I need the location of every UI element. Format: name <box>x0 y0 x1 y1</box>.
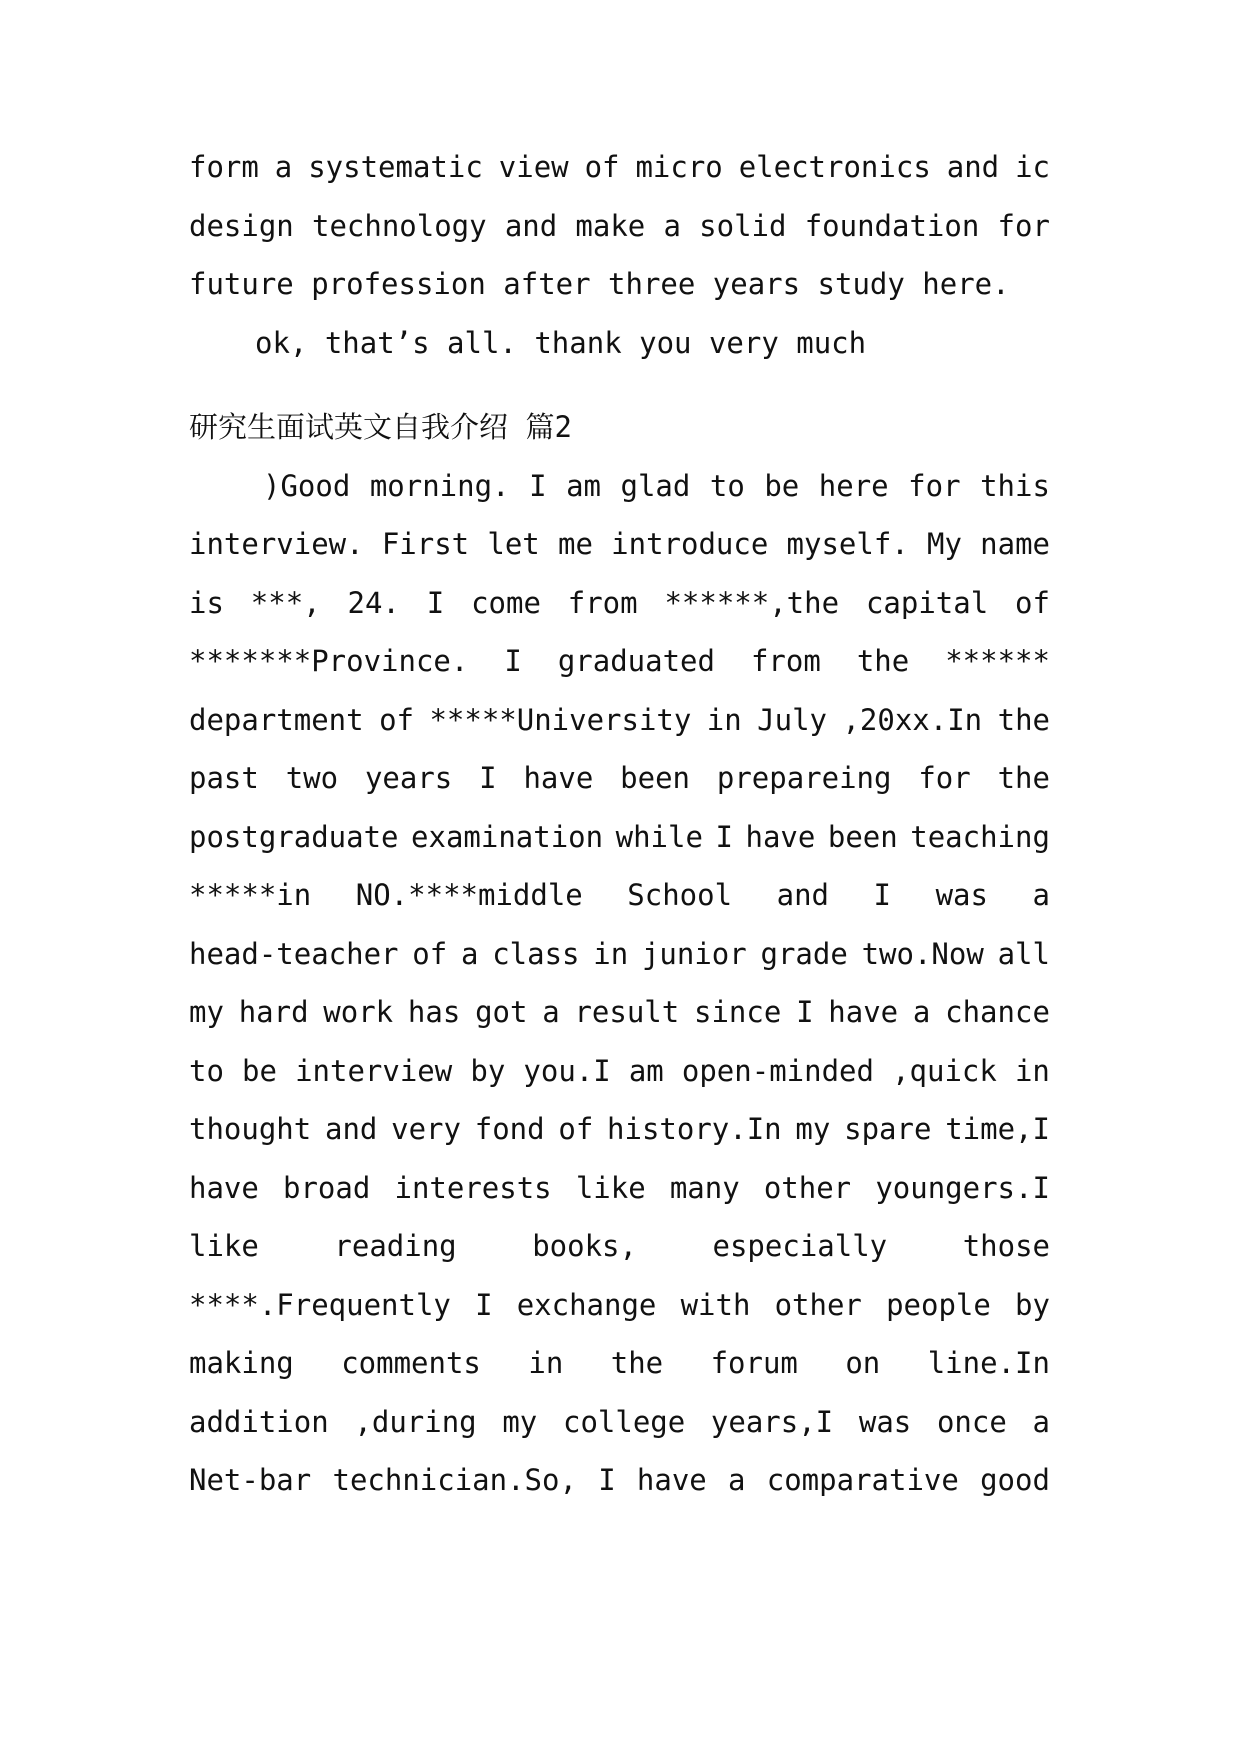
word: been <box>827 819 898 854</box>
word: hard <box>238 995 309 1029</box>
word: to <box>189 1053 224 1088</box>
word: people <box>886 1287 991 1322</box>
word: very <box>391 1112 461 1146</box>
word: a <box>912 995 931 1029</box>
word: from <box>750 644 821 678</box>
word: ,during <box>354 1404 477 1439</box>
paragraph-line <box>189 1451 1050 1510</box>
word: addition <box>189 1404 329 1439</box>
word: view <box>498 150 569 184</box>
word: many <box>669 1170 740 1205</box>
word: here <box>818 468 889 503</box>
word: myself. <box>786 527 909 561</box>
word: I <box>529 468 547 503</box>
paragraph-line <box>189 515 1050 574</box>
word: spare <box>844 1112 932 1146</box>
word: ****.Frequently <box>189 1287 451 1322</box>
word: like <box>575 1170 646 1205</box>
paragraph-line <box>189 574 1050 633</box>
word: have <box>523 761 594 795</box>
word: and <box>776 878 829 912</box>
word: the <box>856 644 910 678</box>
paragraph-line <box>189 691 1050 750</box>
word: a <box>542 995 560 1029</box>
word: I <box>715 819 733 854</box>
word: interview. <box>189 527 364 561</box>
word: reading <box>334 1229 457 1263</box>
paragraph-line <box>189 808 1050 867</box>
word: prepareing <box>716 761 892 795</box>
word: exchange <box>516 1287 657 1322</box>
word: come <box>471 585 541 620</box>
word: be <box>242 1053 277 1088</box>
paragraph-line <box>189 1159 1050 1218</box>
word: interview <box>295 1053 453 1088</box>
word: youngers.I <box>875 1170 1050 1205</box>
word: broad <box>283 1170 371 1205</box>
paragraph-line <box>189 457 1050 516</box>
word: I <box>873 878 892 912</box>
word: ****** <box>945 644 1050 678</box>
word: has <box>407 995 461 1029</box>
word: got <box>475 995 528 1029</box>
word: past <box>189 761 259 795</box>
word: fond <box>474 1112 545 1146</box>
word: examination <box>411 819 604 854</box>
word: of <box>1015 585 1050 620</box>
word: from <box>567 585 638 620</box>
word: make <box>575 208 646 243</box>
word: *****in <box>189 878 312 912</box>
word: chance <box>945 995 1050 1029</box>
word: )Good <box>263 468 351 503</box>
section-2-body <box>189 398 1050 1510</box>
word: have <box>636 1463 707 1497</box>
word: head-teacher <box>189 936 399 971</box>
word: glad <box>620 468 691 503</box>
word: the <box>610 1346 664 1380</box>
word: since <box>693 995 782 1029</box>
word: capital <box>865 585 989 620</box>
word: a <box>460 936 479 971</box>
word: design <box>189 208 294 243</box>
word: ***, <box>250 585 321 620</box>
word: School <box>627 878 733 912</box>
word: my <box>795 1112 831 1146</box>
word: Net-bar <box>189 1463 312 1497</box>
word: ,20xx.In <box>842 702 983 737</box>
word: college <box>562 1404 686 1439</box>
word: with <box>680 1287 751 1322</box>
word: those <box>962 1229 1050 1263</box>
word: two <box>285 761 339 795</box>
paragraph-line <box>189 749 1050 808</box>
word: line.In <box>927 1346 1050 1380</box>
word: I <box>796 995 814 1029</box>
word: and <box>504 208 558 243</box>
word: for <box>997 208 1050 243</box>
word: graduated <box>557 644 715 678</box>
word: technology <box>311 208 487 243</box>
word: have <box>828 995 899 1029</box>
word: a <box>663 208 681 243</box>
word: and <box>324 1112 378 1146</box>
word: the <box>997 702 1050 737</box>
word: be <box>764 468 800 503</box>
paragraph-line <box>189 1042 1050 1101</box>
paragraph-line <box>189 983 1050 1042</box>
word: books, <box>532 1229 637 1263</box>
word: let <box>487 527 540 561</box>
word: interests <box>394 1170 552 1205</box>
word: electronics <box>738 150 931 184</box>
word: technician.So, <box>332 1463 577 1497</box>
word: morning. <box>369 468 510 503</box>
word: open-minded <box>681 1053 874 1088</box>
paragraph-line <box>189 1100 1050 1159</box>
word: solid <box>699 208 787 243</box>
word: once <box>936 1404 1007 1439</box>
word: my <box>502 1404 538 1439</box>
word: in <box>1014 1053 1050 1088</box>
word: two.Now <box>861 936 984 971</box>
word: by <box>1015 1287 1050 1322</box>
word: result <box>574 995 680 1029</box>
word: in <box>593 936 629 971</box>
word: July <box>757 702 828 737</box>
word: ic <box>1015 150 1050 184</box>
word: thought <box>189 1112 312 1146</box>
word: on <box>845 1346 881 1380</box>
word: while <box>615 819 703 854</box>
paragraph-line <box>189 1217 1050 1276</box>
word: making <box>189 1346 294 1380</box>
word: especially <box>712 1229 888 1263</box>
word: introduce <box>611 527 769 561</box>
word: history.In <box>607 1112 782 1146</box>
word: of <box>379 702 414 737</box>
closing-line: ok, that’s all. thank you very much <box>255 325 867 360</box>
paragraph-line: future profession after three years study here. <box>189 267 1010 301</box>
word: of <box>584 150 620 184</box>
word: My <box>927 527 962 561</box>
word: forum <box>710 1346 798 1380</box>
word: this <box>980 468 1050 503</box>
word: comments <box>341 1346 481 1380</box>
word: years <box>364 761 453 795</box>
word: of <box>412 936 448 971</box>
word: other <box>774 1287 862 1322</box>
word: me <box>558 527 593 561</box>
word: systematic <box>308 150 483 184</box>
word: postgraduate <box>189 819 399 854</box>
word: like <box>189 1229 259 1263</box>
word: grade <box>760 936 848 971</box>
word: I <box>598 1463 616 1497</box>
word: for <box>908 468 961 503</box>
section-1-body <box>189 138 1050 372</box>
word: department <box>189 702 364 737</box>
word: my <box>189 995 224 1029</box>
word: been <box>620 761 690 795</box>
word: was <box>935 878 988 912</box>
word: was <box>858 1404 912 1439</box>
word: in <box>706 702 742 737</box>
word: you.I <box>523 1053 611 1088</box>
word: junior <box>641 936 747 971</box>
paragraph-line <box>189 1334 1050 1393</box>
word: I <box>475 1287 493 1322</box>
section-heading: 研究生面试英文自我介绍 篇2 <box>189 410 572 444</box>
paragraph-line <box>189 632 1050 691</box>
word: teaching <box>910 819 1050 854</box>
word: a <box>728 1463 746 1497</box>
word: for <box>918 761 971 795</box>
word: is <box>189 585 224 620</box>
word: a <box>1032 878 1050 912</box>
paragraph-line <box>189 925 1050 984</box>
word: the <box>997 761 1050 795</box>
word: am <box>628 1053 664 1088</box>
word: class <box>492 936 580 971</box>
paragraph-line <box>189 1276 1050 1335</box>
word: form <box>189 150 259 184</box>
word: am <box>566 468 601 503</box>
word: other <box>763 1170 852 1205</box>
word: comparative <box>766 1463 959 1497</box>
word: of <box>558 1112 594 1146</box>
word: time,I <box>945 1112 1050 1146</box>
word: a <box>274 150 293 184</box>
word: micro <box>635 150 723 184</box>
word: First <box>381 527 470 561</box>
paragraph-line <box>189 1393 1050 1452</box>
word: work <box>323 995 394 1029</box>
word: name <box>980 527 1050 561</box>
word: years,I <box>710 1404 834 1439</box>
word: I <box>479 761 497 795</box>
word: to <box>709 468 745 503</box>
paragraph-line <box>189 866 1050 925</box>
word: 24. <box>347 585 400 620</box>
word: *******Province. <box>189 644 469 678</box>
paragraph-line <box>189 197 1050 256</box>
word: all <box>997 936 1050 971</box>
word: *****University <box>429 702 692 737</box>
word: foundation <box>804 208 980 243</box>
word: I <box>426 585 445 620</box>
word: and <box>946 150 1000 184</box>
word: good <box>980 1463 1050 1497</box>
word: have <box>189 1170 259 1205</box>
word: have <box>745 819 816 854</box>
word: NO.****middle <box>355 878 583 912</box>
word: ******,the <box>664 585 840 620</box>
word: in <box>528 1346 564 1380</box>
word: ,quick <box>892 1053 997 1088</box>
word: a <box>1032 1404 1050 1439</box>
word: I <box>504 644 522 678</box>
word: by <box>470 1053 506 1088</box>
paragraph-line <box>189 138 1050 197</box>
